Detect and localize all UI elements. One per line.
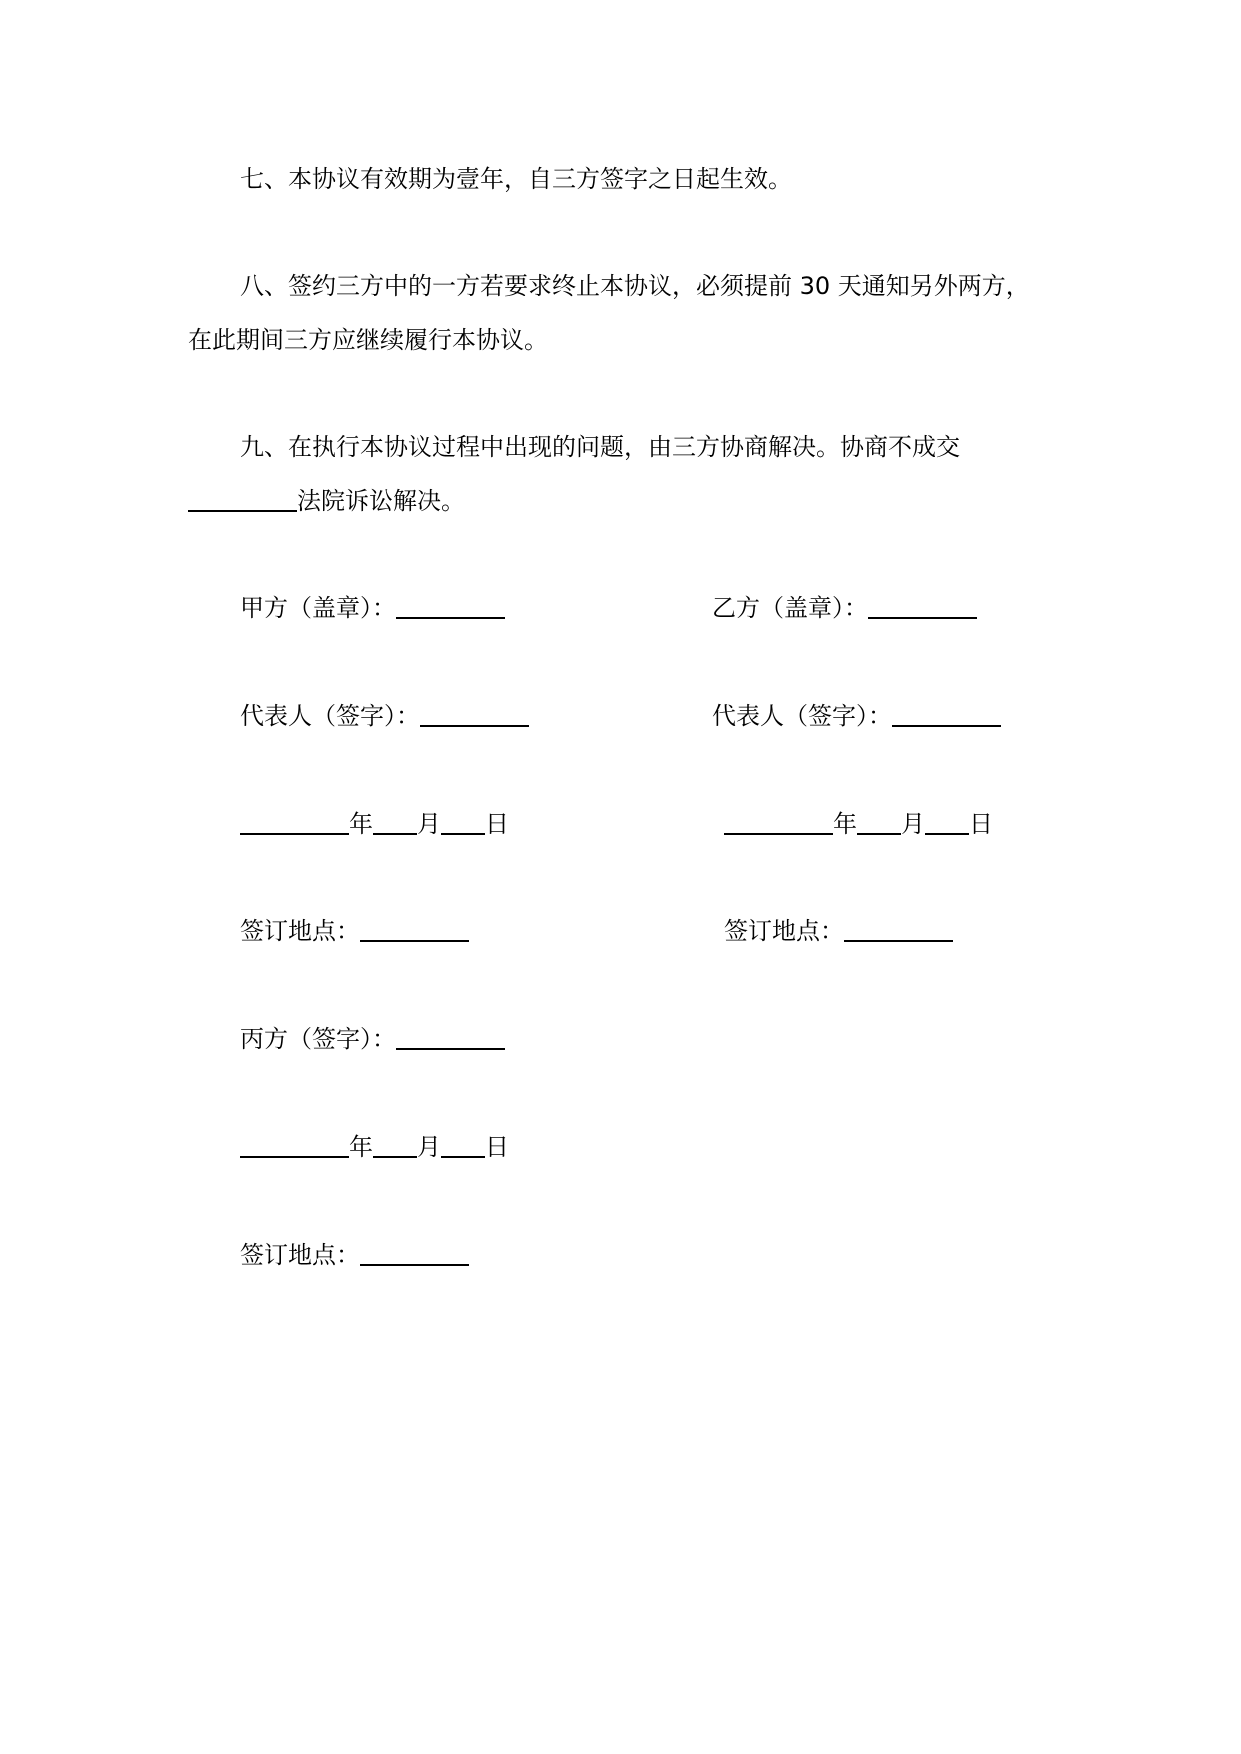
- clause-8-line-1: [240, 272, 1030, 300]
- party-b-year-blank[interactable]: [724, 811, 833, 835]
- party-c-year-label: 年: [349, 1133, 373, 1161]
- party-c-day-label: 日: [485, 1133, 509, 1161]
- party-a-day-label: 日: [485, 810, 509, 838]
- party-a-seal-row: [240, 594, 505, 622]
- party-a-representative-blank[interactable]: [420, 703, 529, 727]
- clause-9-line-2: [188, 487, 465, 515]
- party-b-representative-blank[interactable]: [892, 703, 1001, 727]
- party-c-sign-row: [240, 1025, 505, 1053]
- party-c-year-blank[interactable]: [240, 1134, 349, 1158]
- party-c-place-blank[interactable]: [360, 1242, 469, 1266]
- party-b-place-label: 签订地点：: [724, 917, 844, 945]
- party-c-sign-label: 丙方（签字）：: [240, 1025, 396, 1053]
- party-c-day-blank[interactable]: [441, 1134, 485, 1158]
- clause-7-text: 七、本协议有效期为壹年，自三方签字之日起生效。: [240, 165, 792, 193]
- party-c-place-label: 签订地点：: [240, 1241, 360, 1269]
- party-b-month-label: 月: [901, 810, 925, 838]
- party-b-year-label: 年: [833, 810, 857, 838]
- party-b-place-blank[interactable]: [844, 918, 953, 942]
- party-b-day-label: 日: [969, 810, 993, 838]
- party-a-month-label: 月: [417, 810, 441, 838]
- court-name-blank[interactable]: [188, 488, 297, 512]
- party-b-representative-row: [712, 702, 1001, 730]
- clause-7: [240, 165, 792, 193]
- party-a-place-row: [240, 917, 469, 945]
- party-b-seal-label: 乙方（盖章）：: [712, 594, 868, 622]
- party-a-seal-label: 甲方（盖章）：: [240, 594, 396, 622]
- party-b-seal-row: [712, 594, 977, 622]
- party-b-representative-label: 代表人（签字）：: [712, 702, 892, 730]
- party-a-representative-row: [240, 702, 529, 730]
- party-b-seal-blank[interactable]: [868, 595, 977, 619]
- clause-8-text-2: 在此期间三方应继续履行本协议。: [188, 326, 548, 354]
- clause-8-line-2: [188, 326, 548, 354]
- party-a-year-blank[interactable]: [240, 811, 349, 835]
- party-c-sign-blank[interactable]: [396, 1026, 505, 1050]
- clause-9-line-1: [240, 433, 960, 461]
- party-b-place-row: [724, 917, 953, 945]
- party-c-month-blank[interactable]: [373, 1134, 417, 1158]
- clause-9-text-2: 法院诉讼解决。: [297, 487, 465, 515]
- party-a-month-blank[interactable]: [373, 811, 417, 835]
- party-c-date-row: [240, 1133, 509, 1161]
- party-a-place-label: 签订地点：: [240, 917, 360, 945]
- party-a-year-label: 年: [349, 810, 373, 838]
- party-b-date-row: [724, 810, 993, 838]
- party-c-month-label: 月: [417, 1133, 441, 1161]
- party-a-day-blank[interactable]: [441, 811, 485, 835]
- party-a-place-blank[interactable]: [360, 918, 469, 942]
- party-b-day-blank[interactable]: [925, 811, 969, 835]
- clause-9-text-1: 九、在执行本协议过程中出现的问题，由三方协商解决。协商不成交: [240, 433, 960, 461]
- party-a-date-row: [240, 810, 509, 838]
- party-b-month-blank[interactable]: [857, 811, 901, 835]
- clause-8-text-1: 八、签约三方中的一方若要求终止本协议，必须提前 30 天通知另外两方，: [240, 272, 1030, 300]
- party-c-place-row: [240, 1241, 469, 1269]
- party-a-seal-blank[interactable]: [396, 595, 505, 619]
- party-a-representative-label: 代表人（签字）：: [240, 702, 420, 730]
